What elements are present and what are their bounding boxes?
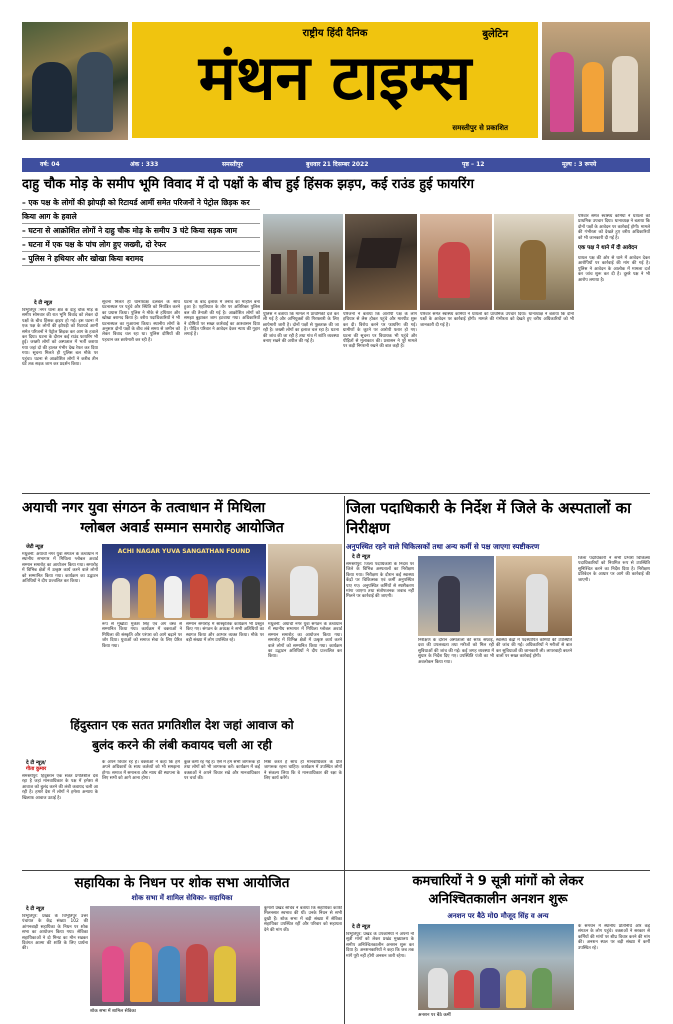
lead-photo-police xyxy=(494,214,574,310)
strike-body-col2: के समर्थन में स्थानीय प्रतिनिधि और कई संगठन के लोग पहुंचे। वक्ताओं ने सरकार से कर्मियों की मांगों पर शीघ्र विचार करने की मांग की। अनशन स्थल पर बड़ी संख्या में कर्मी उपस्थित रहे। xyxy=(578,924,650,951)
masthead-title: मंथन टाइम्स xyxy=(198,41,472,114)
masthead-photo-right xyxy=(542,22,650,140)
condolence-caption: शोक सभा में शामिल सेविका xyxy=(90,1009,136,1014)
award-headline-2: ग्लोबल अवार्ड सम्मान समारोह आयोजित xyxy=(80,520,284,536)
lead-bullet-3: – घटना से आक्रोशित लोगों ने दाहु चौक मोड़ के समीप 3 घंटे किया सड़क जाम xyxy=(22,224,260,238)
hindustan-byline-2: गीता कुमार xyxy=(26,766,47,772)
award-body-col3: सम्मान समारोह में सांस्कृतिक कार्यक्रम भी प्रस्तुत किए गए। संगठन के अध्यक्ष ने सभी अतिथियों का स्वागत किया और आभार व्यक्त किया। मौके पर बड़ी संख्या में लोग उपस्थित रहे। xyxy=(186,622,264,644)
award-body-col2: रूप से मुखोटा मुकेश सिंह एवं अंग वस्त्र से सम्मानित किया गया। कार्यक्रम में वक्ताओं ने मिथिला की संस्कृति और परंपरा को आगे बढ़ाने पर जोर दिया। युवाओं को समाज सेवा के लिए प्रेरित किया गया। xyxy=(102,622,182,649)
lead-bullet-4: – घटना में एक पक्ष के पांच लोग हुए जख्मी, दो रेफर xyxy=(22,238,260,252)
info-bar xyxy=(22,158,650,172)
hindustan-body-col1: समस्तीपुर: हिंदुस्तान एक सतत प्रगतिशील देश रहा है जहां मानवाधिकार के पक्ष में हमेशा से आवाज को बुलंद करने की लंबी कवायद चली आ रही है। हमारे देश में लोगों ने हमेशा अन्याय के खिलाफ आवाज उठाई है। xyxy=(22,774,98,801)
divider-1 xyxy=(22,493,650,494)
hindustan-body-col4: निष्ठा करते हैं साथ ही मानवाधिकार के प्रति जागरूक रहना चाहिए। कार्यक्रम में उपस्थित लोगों ने संकल्प लिया कि वे मानवाधिकार की रक्षा के लिए कार्य करेंगे। xyxy=(264,760,342,782)
lead-body-col1: विभूतिपुर :नगर थाना क्षेत्र के दाहु चौक मोड़ के समीप सोमवार की रात भूमि विवाद को लेकर दो पक्षों के बीच हिंसक झड़प हो गई। इस घटना में एक पक्ष के लोगों की झोपड़ी को रिटायर्ड आर्मी समेत परिजनों ने पेट्रोल छिड़क कर आग के हवाले कर दिया। घटना के दौरान कई राउंड फायरिंग भी हुई। जख्मी लोगों को अस्पताल में भर्ती कराया गया जहां दो की हालत गंभीर देख रेफर कर दिया गया। सूचना मिलते ही पुलिस बल मौके पर पहुंचा। घटना से आक्रोशित लोगों ने करीब तीन घंटे तक सड़क जाम कर प्रदर्शन किया। xyxy=(22,308,98,368)
issue-label: अंक : 333 xyxy=(130,161,159,168)
strike-headline-2: अनिश्चितकालीन अनशन शुरू xyxy=(428,892,568,907)
strike-headline-1: कमचारियों ने 9 सूत्री मांगों को लेकर xyxy=(412,874,584,889)
masthead-banner xyxy=(132,22,538,138)
award-photo-2 xyxy=(268,544,342,620)
condolence-body-col2: कुमारी प्रखंड सचिव ने बताया कि सहायिका काफी मिलनसार स्वभाव की थीं। उनके निधन से सभी दुखी हैं। शोक सभा में बड़ी संख्या में सेविका सहायिका उपस्थित रहीं और परिवार को सहायता देने की मांग की। xyxy=(264,906,342,933)
award-body-col4: मधुबनी: अयाची नगर युवा संगठन के तत्वाधान में स्थानीय सभागार में मिथिला ग्लोबल अवार्ड सम्मान समारोह का आयोजन किया गया। समारोह में विभिन्न क्षेत्रों में उत्कृष्ट कार्य करने वाले लोगों को सम्मानित किया गया। कार्यक्रम का उद्घाटन अतिथियों ने दीप प्रज्वलित कर किया। xyxy=(268,622,342,660)
lead-sub-box: एक पक्ष ने थाने में दी आवेदन xyxy=(578,245,638,252)
lead-body-col7 xyxy=(578,214,650,488)
masthead-top-label: राष्ट्रीय हिंदी दैनिक xyxy=(302,28,368,39)
published-from: समस्तीपुर से प्रकाशित xyxy=(452,124,508,132)
condolence-photo xyxy=(90,906,260,1006)
award-body-col1: मधुबनी: अयाची नगर युवा संगठन के तत्वाधान में स्थानीय सभागार में मिथिला ग्लोबल अवार्ड सम्मान समारोह का आयोजन किया गया। समारोह में विभिन्न क्षेत्रों में उत्कृष्ट कार्य करने वाले लोगों को सम्मानित किया गया। कार्यक्रम का उद्घाटन अतिथियों ने दीप प्रज्वलित कर किया। xyxy=(22,552,98,585)
lead-photo-injured xyxy=(420,214,492,310)
strike-subhead: अनशन पर बैठे मो0 मौजूद सिंह व अन्य xyxy=(447,912,549,920)
hindustan-body-col3: कुछ कमी रह गई है। ऐसे में हम सभी जागरूक हों तथा लोगों को भी जागरूक करें। कार्यक्रम में कई वक्ताओं ने अपने विचार रखे और मानवाधिकार पर चर्चा की। xyxy=(184,760,260,782)
award-photo xyxy=(102,544,266,620)
condolence-body-col1: विभूतिपुर: प्रखंड के विभूतिपुर उत्तर पंचायत के केंद्र संख्या 102 की आंगनबाड़ी सहायिका के निधन पर शोक सभा का आयोजन किया गया। सेविका सहायिकाओं ने दो मिनट का मौन रखकर दिवंगत आत्मा की शांति के लिए प्रार्थना की। xyxy=(22,914,88,952)
dm-subhead: अनुपस्थित रहने वाले चिकित्सकों तथा अन्य कर्मी से पक्ष जाएगा स्पष्टीकरण xyxy=(346,542,540,551)
lead-body-col3: घटना के बाद इलाके में तनाव का माहौल बना हुआ है। एहतियात के तौर पर अतिरिक्त पुलिस बल की तैनाती की गई है। आक्रोशित लोगों को समझा बुझाकर जाम हटवाया गया। अधिकारियों ने दोषियों पर सख्त कार्रवाई का आश्वासन दिया है। पीड़ित परिवार ने आवेदन देकर न्याय की गुहार लगाई है। xyxy=(184,300,260,338)
lead-bullet-1: – एक पक्ष के लोगों की झोपड़ी को रिटायर्ड आर्मी समेत परिजनों ने पेट्रोल छिड़क कर xyxy=(22,196,260,210)
condolence-headline: सहायिका के निधन पर शोक सभा आयोजित xyxy=(74,875,290,891)
year-label: वर्ष: 04 xyxy=(40,161,60,168)
lead-bullet-2: किया आग के हवाले xyxy=(22,210,260,224)
date-label: बुधवार 21 दिसम्बर 2022 xyxy=(306,161,369,168)
lead-bullets xyxy=(22,196,260,266)
lead-bullet-5: – पुलिस ने हथियार और खोखा किया बरामद xyxy=(22,252,260,266)
lead-body-col4: पुलिस ने बताया कि मामले में प्राथमिकी दर्ज कर ली गई है और अभियुक्तों की गिरफ्तारी के लिए छापेमारी जारी है। दोनों पक्षों से पूछताछ की जा रही है। जख्मी लोगों का इलाज चल रहा है। घटना की जांच की जा रही है तथा गांव में शांति व्यवस्था बनाए रखने की अपील की गई है। xyxy=(263,312,339,345)
bulletin-label: बुलेटिन xyxy=(482,29,508,40)
dm-body-col4: जिला पदाधिकारी ने सभी प्रभारी चिकित्सा पदाधिकारियों को नियमित रूप से उपस्थिति सुनिश्चित करने का निर्देश दिया है। निरीक्षण प्रतिवेदन के आधार पर आगे की कार्रवाई की जाएगी। xyxy=(578,556,650,583)
dm-headline: जिला पदाधिकारी के निर्देश में जिले के अस्पतालों का निरीक्षण xyxy=(346,499,632,537)
award-photo-banner: ACHI NAGAR YUVA SANGATHAN FOUND xyxy=(117,548,251,555)
lead-body-col5: परिजनों ने बताया कि आरोपी पक्ष के लोग हथियार से लैस होकर पहुंचे और मारपीट शुरू कर दी। विरोध करने पर फायरिंग की गई। ग्रामीणों के जुटने पर आरोपी फरार हो गए। घटना की सूचना पर विधायक भी पहुंचे और पीड़ितों से मुलाकात की। प्रशासन ने पूरे मामले पर कड़ी निगरानी रखने की बात कही है। xyxy=(343,312,417,350)
dm-body-col1: समस्तीपुर: जिला पदाधिकारी के निर्देश पर जिले के विभिन्न अस्पतालों का निरीक्षण किया गया। निरीक्षण के दौरान कई स्वास्थ्य केंद्रों पर चिकित्सक एवं कर्मी अनुपस्थित पाए गए। अनुपस्थित कर्मियों से स्पष्टीकरण मांगा जाएगा तथा संतोषजनक जवाब नहीं मिलने पर कार्रवाई की जाएगी। xyxy=(346,562,414,600)
price-label: मूल्य : 3 रूपये xyxy=(562,161,597,168)
masthead-photo-left xyxy=(22,22,128,140)
hindustan-body-col2: के अपने विचार रहे हैं। वक्ताओं ने कहा कि हमें अपने अधिकारों के साथ कर्तव्यों को भी समझना होगा। समाज में समानता और न्याय की स्थापना के लिए सभी को आगे आना होगा। xyxy=(102,760,180,782)
lead-body-col6: परिवार समेत स्वास्थ्य कर्मियों ने घायलों को प्राथमिक उपचार दिया। थानाध्यक्ष ने बताया कि दोनों पक्षों के आवेदन पर कार्रवाई होगी। मामले की गंभीरता को देखते हुए वरीय अधिकारियों को भी जानकारी दी गई है। xyxy=(420,312,574,328)
strike-photo xyxy=(418,924,574,1010)
divider-2 xyxy=(22,870,650,871)
dm-photo-2 xyxy=(496,556,572,636)
condolence-subhead: शोक सभा में शामिल सेविका- सहायिका xyxy=(131,894,233,902)
strike-byline: दे टी न्यूज़ xyxy=(352,924,371,930)
lead-body-col2: सूचना मिलते ही थानाध्यक्ष दलबल के साथ घटनास्थल पर पहुंचे और स्थिति को नियंत्रित करने का प्रयास किया। पुलिस ने मौके से हथियार और खोखा बरामद किया है। वरीय पदाधिकारियों ने भी घटनास्थल का मुआयना किया। स्थानीय लोगों के अनुसार दोनों पक्षों के बीच लंबे समय से जमीन को लेकर विवाद चल रहा था। पुलिस दोषियों की पहचान कर छापेमारी कर रही है। xyxy=(102,300,180,343)
lead-body-col7b: घायल पक्ष की ओर से थाने में आवेदन देकर आरोपियों पर कार्रवाई की मांग की गई है। पुलिस ने आवेदन के आलोक में मामला दर्ज कर जांच शुरू कर दी है। दूसरे पक्ष ने भी आरोप लगाया है। xyxy=(578,256,650,283)
dm-byline: दे टी न्यूज़ xyxy=(352,554,371,560)
lead-body-col7-text: परिवार समेत स्वास्थ्य कर्मियों ने घायलों को प्राथमिक उपचार दिया। थानाध्यक्ष ने बताया कि दोनों पक्षों के आवेदन पर कार्रवाई होगी। मामले की गंभीरता को देखते हुए वरीय अधिकारियों को भी जानकारी दी गई है। xyxy=(578,214,650,241)
strike-body-col1: विभूतिपुर: प्रखंड के उपकर्मियों ने अपनी नौ सूत्री मांगों को लेकर प्रखंड मुख्यालय के समीप अनिश्चितकालीन अनशन शुरू कर दिया है। अनशनकारियों ने कहा कि जब तक मांगें पूरी नहीं होंगी अनशन जारी रहेगा। xyxy=(346,932,414,959)
lead-headline: दाहु चौक मोड़ के समीप भूमि विवाद में दो पक्षों के बीच हुई हिंसक झड़प, कई राउंड हुई फायरिंग xyxy=(22,177,474,192)
dm-body-col3: स्वास्थ्य केंद्रों में पदस्थापित कर्मियों की उपस्थिति की जांच की गई। अधिकारियों ने मरीजों से बात कर सुविधाओं की जानकारी ली। लापरवाही बरतने वालों पर सख्त कार्रवाई होगी। xyxy=(496,638,572,660)
dm-photo-1 xyxy=(418,556,494,636)
condolence-byline: दे टी न्यूज़ xyxy=(26,906,45,912)
column-divider xyxy=(344,496,345,1024)
award-byline: जेटी न्यूज़ xyxy=(26,544,44,550)
lead-photo-crowd xyxy=(263,214,343,310)
hindustan-byline-1: दे टी न्यूज़/ xyxy=(26,760,46,766)
hindustan-headline-2: बुलंद करने की लंबी कवायद चली आ रही xyxy=(92,738,272,752)
city-label: समस्तीपुर xyxy=(222,161,243,168)
hindustan-headline-1: हिंदुस्तान एक सतत प्रगतिशील देश जहां आवाज को xyxy=(70,718,294,732)
lead-photo-burnt-hut xyxy=(345,214,417,310)
lead-byline: दे टी न्यूज़ xyxy=(34,300,53,306)
masthead xyxy=(0,0,673,150)
pages-label: पृष्ठ – 12 xyxy=(462,161,485,168)
award-headline-1: अयाची नगर युवा संगठन के तत्वाधान में मिथिला xyxy=(22,500,266,516)
strike-caption: अनशन पर बैठे कर्मी xyxy=(418,1013,451,1018)
hindustan-byline xyxy=(26,760,46,772)
dm-body-col2: निरीक्षण के दौरान अस्पतालों की साफ सफाई, दवा की उपलब्धता तथा मरीजों को मिल रही सुविधाओं की जांच की गई। कई जगह व्यवस्था में सुधार के निर्देश दिए गए। उपस्थिति पंजी का भी अवलोकन किया गया। xyxy=(418,638,494,665)
